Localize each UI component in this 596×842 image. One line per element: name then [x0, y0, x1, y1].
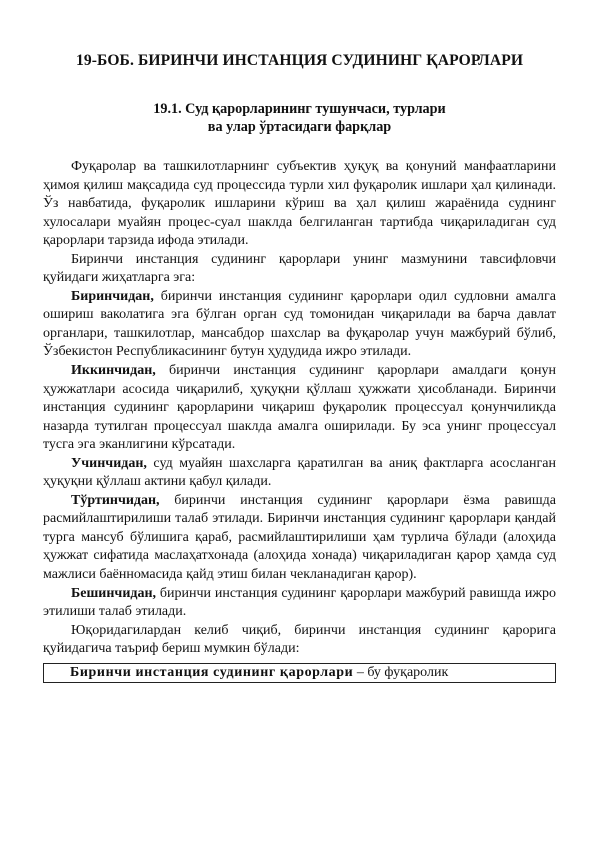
definition-box [43, 663, 556, 683]
section-title-line-2: ва улар ўртасидаги фарқлар [207, 119, 392, 135]
paragraph-lead: Биринчидан, [71, 288, 154, 304]
paragraph: Иккинчидан, биринчи инстанция судининг қарорлари амалдаги қонун ҳужжатлари асосида чиқарилиб, ҳуқуқни қўллаш ҳужжати ҳисобланади. Биринчи инстанция судининг қарорларини чиқариш фуқаролик процессуал қонунчиликда назарда тутилган процессуал шаклда амалга оширилади. Бу эса унинг процессуал тусга эга эканлигини кўрсатади. [43, 363, 556, 453]
paragraph: Фуқаролар ва ташкилотларнинг субъектив ҳуқуқ ва қонуний манфаатларини ҳимоя қилиш мақсадида суд процессида турли хил фуқаролик ишлари ҳал қилинади. Ўз навбатида, фуқаролик ишларини кўриш ва ҳал қилиш жараёнида суднинг хулосалари муайян процес-суал шаклда белгиланган тартибда чиқариладиган суд қарорлари тарзида ифода этилади. [43, 159, 556, 249]
paragraph-lead: Тўртинчидан, [71, 492, 160, 508]
paragraph: Биринчидан, биринчи инстанция судининг қарорлари одил судловни амалга ошириш ваколатига эга бўлган орган суд томонидан чиқарилади ва барча давлат органлари, ташкилотлар, мансабдор шахслар ва фуқаролар учун мажбурий бўлиб, Ўзбекистон Республикасининг бутун ҳудудида ижро этилади. [43, 288, 556, 360]
paragraph-lead: Учинчидан, [71, 455, 147, 471]
paragraph: Тўртинчидан, биринчи инстанция судининг қарорлари ёзма равишда расмийлаштирилиши талаб этилади. Биринчи инстанция судининг қарорлари қандай турга мансуб бўлишига қараб, расмийлаштирилиши ҳам турлича бўлади (алоҳида ҳужжат сифатида маслаҳатхонада (алоҳида хонада) чиқариладиган қарор ҳамда суд мажлиси баённомасида қайд этиш билан чекланадиган қарор). [43, 492, 556, 583]
paragraph: Бешинчидан, биринчи инстанция судининг қарорлари мажбурий равишда ижро этилиши талаб этилади. [43, 585, 556, 620]
definition-lead: Биринчи инстанция судининг қарорлари [70, 664, 354, 680]
definition-text: – бу фуқаролик [353, 664, 449, 680]
chapter-title: 19-БОБ. БИРИНЧИ ИНСТАНЦИЯ СУДИНИНГ ҚАРОРЛАРИ [75, 52, 524, 69]
paragraph: Юқоридагилардан келиб чиқиб, биринчи инстанция судининг қарорига қуйидагича таъриф бериш мумкин бўлади: [43, 622, 556, 657]
section-title-line-1: 19.1. Суд қарорларининг тушунчаси, турлари [153, 101, 446, 117]
body-text [43, 158, 556, 683]
section-title [43, 100, 556, 136]
paragraph: Учинчидан, суд муайян шахсларга қаратилган ва аниқ фактларга асосланган ҳуқуқни қўллаш актини қабул қилади. [43, 455, 556, 490]
paragraph-lead: Бешинчидан, [71, 585, 157, 601]
paragraph: Биринчи инстанция судининг қарорлари унинг мазмунини тавсифловчи қуйидаги жиҳатларга эга: [43, 251, 556, 286]
paragraph-lead: Иккинчидан, [71, 363, 156, 379]
